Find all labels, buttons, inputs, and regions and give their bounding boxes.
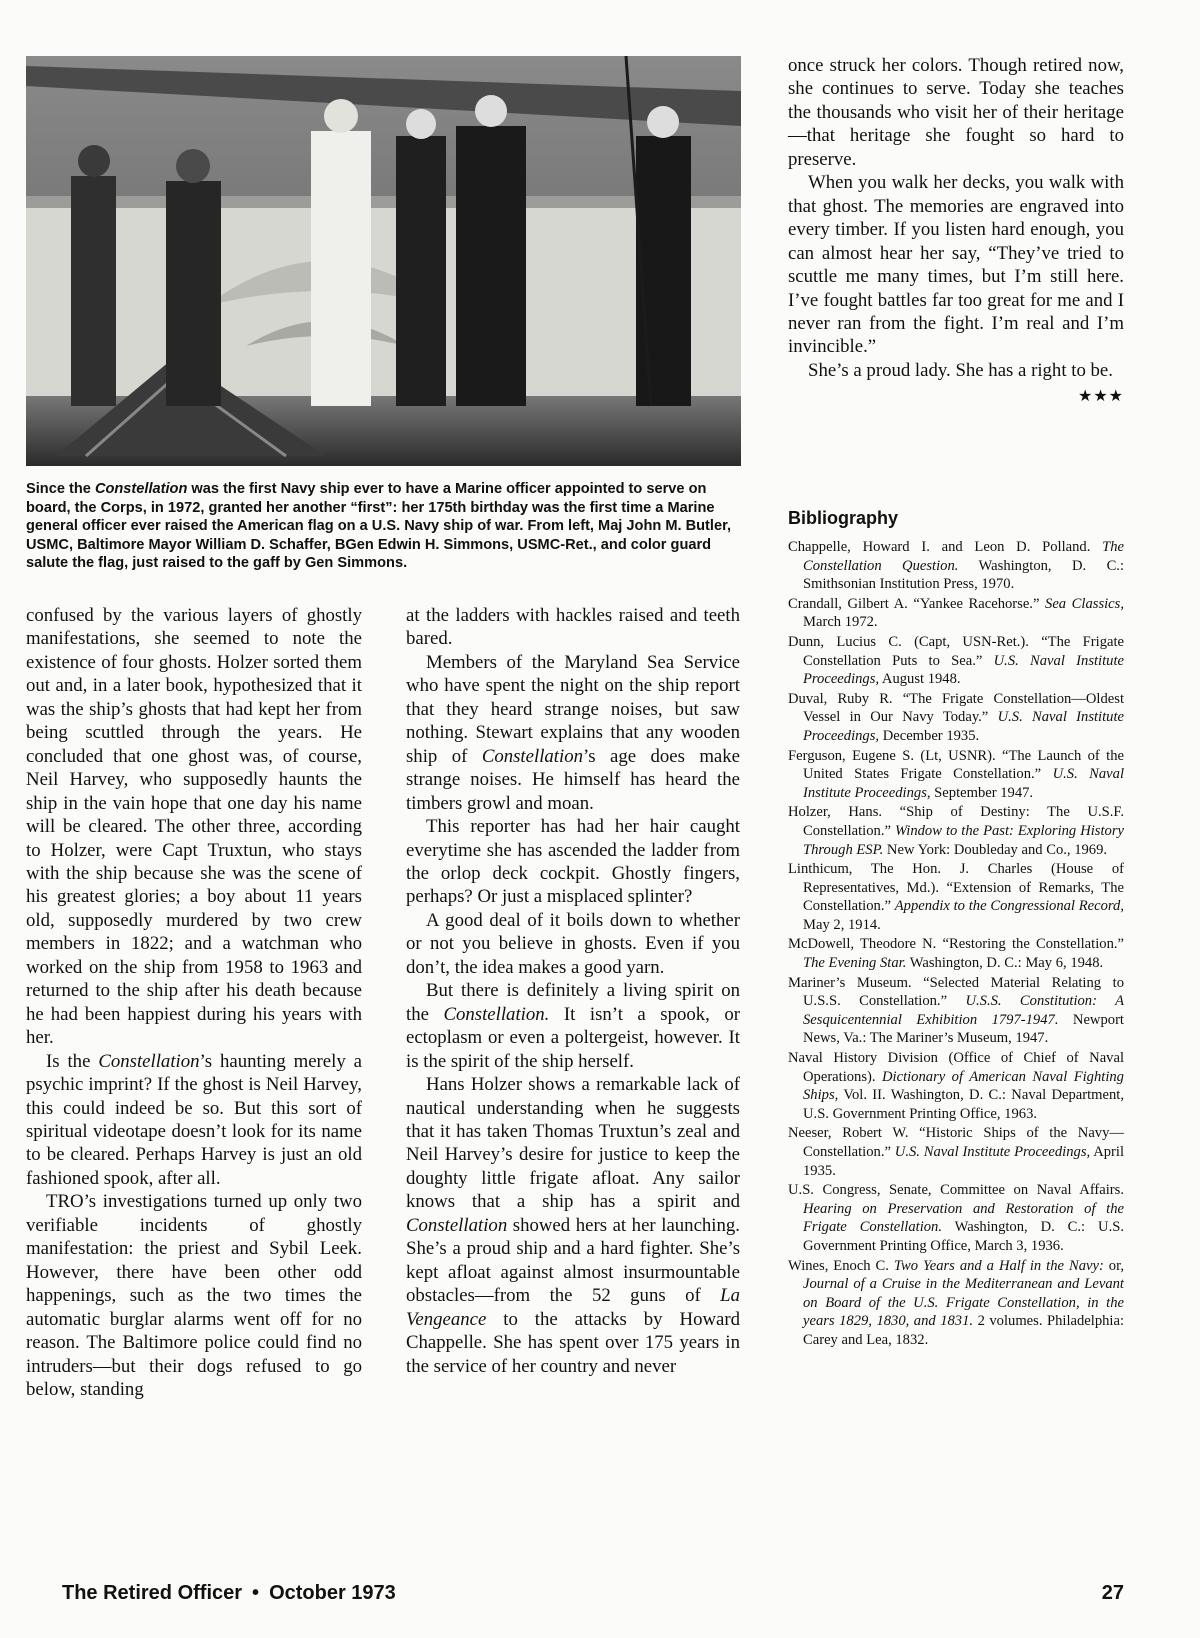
text-run: to the attacks by Howard Chappelle. She has spent over 175 years in the service of her country and never <box>406 1308 740 1377</box>
bibliography-heading: Bibliography <box>788 508 899 528</box>
bibliography-entry: Mariner’s Museum. “Selected Material Relating to U.S.S. Constellation.” U.S.S. Constitution: A Sesquicentennial Exhibition 1797-1947. Newport News, Va.: The Mariner’s Museum, 1947. <box>788 974 1124 1047</box>
ceremony-photo <box>26 56 741 466</box>
caption-text-1: Since the <box>26 481 95 497</box>
paragraph <box>26 1050 362 1191</box>
bibliography-list <box>788 538 1124 1351</box>
paragraph: A good deal of it boils down to whether or not you believe in ghosts. Even if you don’t, the idea makes a good yarn. <box>406 909 740 978</box>
bibliography-entry: Linthicum, The Hon. J. Charles (House of Representatives, Md.). “Extension of Remarks, The Constellation.” Appendix to the Congressional Record, May 2, 1914. <box>788 861 1124 933</box>
text-run: ’s haunting merely a psychic imprint? If the ghost is Neil Harvey, this could indeed be so. But this sort of spiritual videotape doesn’t look for its name to be cleared. Perhaps Harvey is just an old fashioned spook, after all. <box>26 1050 362 1189</box>
article-column-2 <box>406 604 740 1378</box>
issue-date: October 1973 <box>269 1582 396 1604</box>
footer-publication <box>62 1582 396 1605</box>
bibliography-entry: Crandall, Gilbert A. “Yankee Racehorse.” Sea Classics, March 1972. <box>788 595 1124 631</box>
text-run: showed hers at her launching. She’s a proud ship and a hard fighter. She’s kept afloat against almost insurmountable obstacles—from the 52 guns of <box>406 1214 740 1307</box>
paragraph: TRO’s investigations turned up only two verifiable incidents of ghostly manifestation: the priest and Sybil Leek. However, there have been other odd happenings, such as the two times the automatic burglar alarms went off for no reason. The Baltimore police could find no intruders—but their dogs refused to go below, standing <box>26 1191 362 1400</box>
bibliography-entry: U.S. Congress, Senate, Committee on Naval Affairs. Hearing on Preservation and Restoration of the Frigate Constellation. Washington, D. C.: U.S. Government Printing Office, March 3, 1936. <box>788 1182 1124 1254</box>
paragraph <box>406 1073 740 1378</box>
bibliography-entry: Wines, Enoch C. Two Years and a Half in the Navy: or, Journal of a Cruise in the Mediterranean and Levant on Board of the U.S. Frigate Constellation, in the years 1829, 1830, and 1831. 2 volumes. Philadelphia: Carey and Lea, 1832. <box>788 1257 1125 1348</box>
ship-name: Constellation. <box>443 1003 550 1025</box>
text-run: Hans Holzer shows a remarkable lack of nautical understanding when he suggests that it has taken Thomas Truxtun’s zeal and Neil Harvey’s desire for justice to keep the doughty little frigate afloat. Any sailor knows that a ship has a spirit and <box>406 1074 740 1213</box>
paragraph: at the ladders with hackles raised and teeth bared. <box>406 605 740 650</box>
publication-name: The Retired Officer <box>62 1582 243 1604</box>
paragraph: This reporter has had her hair caught everytime she has ascended the ladder from the orlop deck cockpit. Ghostly fingers, perhaps? Or just a misplaced splinter? <box>406 816 740 908</box>
caption-text-2: was the first Navy ship ever to have a Marine officer appointed to serve on board, the Corps, in 1972, granted her another “first”: her 175th birthday was the first time a Marine general officer ever raised the American flag on a U.S. Navy ship of war. From left, Maj John M. Butler, USMC, Baltimore Mayor William D. Schaffer, BGen Edwin H. Simmons, USMC-Ret., and color guard salute the flag, just raised to the gaff by Gen Simmons. <box>26 481 732 572</box>
paragraph: once struck her colors. Though retired now, she continues to serve. Today she teaches the thousands who visit her of their heritage—that heritage she fought so hard to preserve. <box>788 55 1124 170</box>
text-run: Is the <box>46 1050 99 1072</box>
paragraph <box>406 979 740 1073</box>
caption-ship-name: Constellation <box>94 481 188 497</box>
bibliography-entry: Neeser, Robert W. “Historic Ships of the Navy—Constellation.” U.S. Naval Institute Proceedings, April 1935. <box>788 1125 1125 1179</box>
ship-name: Constellation <box>481 745 584 767</box>
bibliography-entry: Holzer, Hans. “Ship of Destiny: The U.S.F. Constellation.” Window to the Past: Exploring History Through ESP. New York: Doubleday and Co., 1969. <box>788 804 1124 858</box>
article-column-3 <box>788 54 1124 409</box>
ship-name: Constellation <box>98 1050 200 1072</box>
bibliography-entry: Naval History Division (Office of Chief of Naval Operations). Dictionary of American Naval Fighting Ships, Vol. II. Washington, D. C.: Naval Department, U.S. Government Printing Office, 1963. <box>788 1050 1124 1122</box>
closing-paragraph <box>788 359 1124 406</box>
footer-separator: • <box>252 1582 260 1604</box>
bibliography-entry: McDowell, Theodore N. “Restoring the Constellation.” The Evening Star. Washington, D. C.: May 6, 1948. <box>788 936 1124 972</box>
ship-name: La Vengeance <box>406 1285 740 1330</box>
bibliography-entry: Dunn, Lucius C. (Capt, USN-Ret.). “The Frigate Constellation Puts to Sea.” U.S. Naval Institute Proceedings, August 1948. <box>788 633 1124 688</box>
paragraph: When you walk her decks, you walk with that ghost. The memories are engraved into every timber. If you listen hard enough, you can almost hear her say, “They’ve tried to scuttle me many times, but I’m still here. I’ve fought battles far too great for me and I never ran from the fight. I’m real and I’m invincible.” <box>788 172 1124 358</box>
photo-caption <box>26 480 741 573</box>
text-run: She’s a proud lady. She has a right to be. <box>808 359 1113 381</box>
ship-name: Constellation <box>406 1214 508 1236</box>
bibliography-entry: Duval, Ruby R. “The Frigate Constellation—Oldest Vessel in Our Navy Today.” U.S. Naval Institute Proceedings, December 1935. <box>788 690 1124 744</box>
bibliography-entry: Chappelle, Howard I. and Leon D. Polland. The Constellation Question. Washington, D. C.: Smithsonian Institution Press, 1970. <box>788 539 1125 593</box>
bibliography-entry: Ferguson, Eugene S. (Lt, USNR). “The Launch of the United States Frigate Constellation.” U.S. Naval Institute Proceedings, September 1947. <box>788 747 1124 801</box>
page-number: 27 <box>1101 1582 1124 1604</box>
text-run: Members of the Maryland Sea Service who have spent the night on the ship report that they heard strange noises, but saw nothing. Stewart explains that any wooden ship of <box>406 651 740 767</box>
paragraph: confused by the various layers of ghostly manifestations, she seemed to note the existence of four ghosts. Holzer sorted them out and, in a later book, hypothesized that it was the ship’s ghosts that had kept her from being scuttled through the years. He concluded that one ghost was, of course, Neil Harvey, who supposedly haunts the ship in the vain hope that one day his name will be cleared. The other three, according to Holzer, were Capt Truxtun, who stays with the ship because she was the scene of his greatest glories; a boy about 11 years old, supposedly murdered by two crew members in 1822; and a watchman who worked on the ship from 1958 to 1963 and returned to the ship after his death because he had been happiest during his years with her. <box>26 605 362 1049</box>
paragraph <box>406 651 740 815</box>
text-run: ’s age does make strange noises. He himself has heard the timbers growl and moan. <box>406 745 740 814</box>
text-run: But there is definitely a living spirit on the <box>406 980 740 1025</box>
text-run: It isn’t a spook, or ectoplasm or even a poltergeist, however. It is the spirit of the ship herself. <box>406 1003 740 1072</box>
article-column-1 <box>26 604 362 1401</box>
end-mark-stars: ★★★ <box>1077 388 1124 406</box>
